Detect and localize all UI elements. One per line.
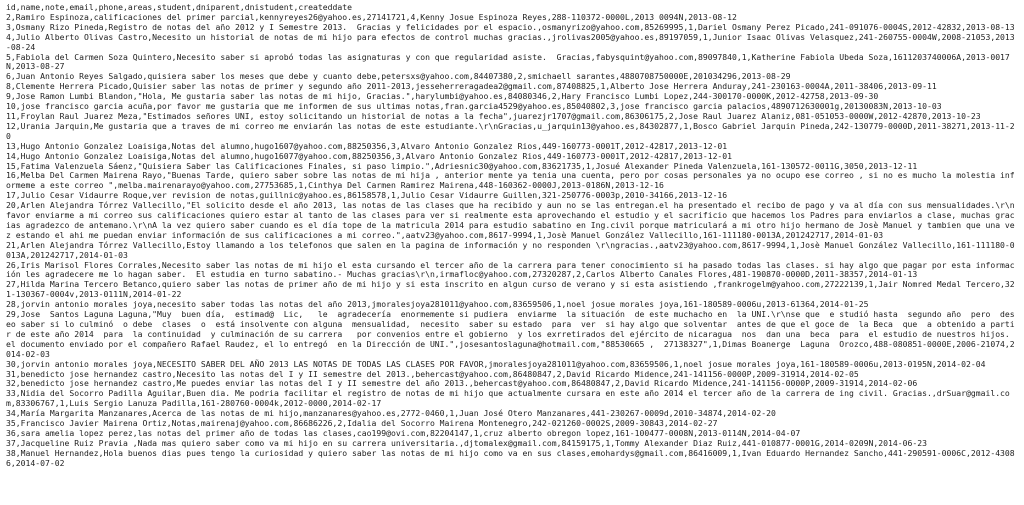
csv-row: 10,jose francisco garcia acuña,por favor me gustaria que me informen de sus ultimas notas,fran.garcia4529@yahoo.es,85040802,3,jose francisco garcia palacios,4890712630001g,20130083N,2013-10-03: [6, 101, 942, 112]
csv-row: 11,Froylan Raul Juarez Meza,"Estimados señores UNI, estoy solicitando un historial de notas a la fecha",juarezjr1707@gmail.com,86306175,2,Jose Raul Juarez Alaniz,081-051053-0000W,2012-42870,2013-10-23: [6, 110, 981, 121]
csv-row: 14,Hugo Antonio Gonzalez Loaisiga,Notas del alumno,hugo16077@yahoo.com,88250356,3,Alvaro Antonio Gonzalez Rios,449-160773-0001T,2012-42817,2013-12-01: [6, 150, 733, 161]
csv-row: 20,Arlen Alejandra Tórrez Vallecillo,"El solicito desde el año 2013, las notas de las clases que ha recibido y aun no se las entregan.el ha presentado el recibo de pago y va al día con sus mensualidades.\r\nfavor enviarme a mi correo sus calificaciones quiero estar al tanto de las clases para ver si realmente esta aprovechando el estudio y el sacrificio que hacemos los Padres para enviarlos a clase, muchas gracias agradezco de antemano.\r\nA la vez quiero saber cuando es el día tope de la matricula 2014 para estudio sabatino en Ing.civil porque matriculará a mi otro hijo hermano de Josè Manuel y tambien que una vez estando el ahi me puedan enviar información de sus calificaciones a mi correo.",aatv23@yahoo.com,8617-9994,1,Josè Manuel González Vallecillo,161-111180-0013A,201242717,2014-01-03: [6, 200, 1015, 240]
csv-row: 4,Julio Alberto Olivas Castro,Necesito un historial de notas de mi hijo para efectos de control muchas gracias.,jrolivas2005@yahoo.es,89197059,1,Junior Isaac Olivas Velasquez,241-260755-0004W,2008-21053,2013-08-24: [6, 31, 1015, 52]
csv-row: 34,María Margarita Manzanares,Acerca de las notas de mi hijo,manzanares@yahoo.es,2772-0460,1,Juan José Otero Manzanares,441-230267-0009d,2010-34874,2014-02-20: [6, 408, 776, 419]
csv-row: 29,Jose Santos Laguna Laguna,"Muy buen día, estimad@ Lic, le agradecería enormemente si pudiera enviarme la situación de este muchacho en la UNI.\r\nse que e studió hasta segundo año pero deseo saber si lo culminó o debe clases o está insolvente con alguna mensualidad, necesito saber su estado para ver si hay algo que solventar antes de que el goce de la Beca que a obtenido a partir de este año 2014 para la continuidad y culminación de su carrera por convenios entre el gobierno y los exrretirados del ejército de nicaragua nos dan una beca para el estudio de nuestros hijos. el documento enviado por el compañero Rafael Raudez, el lo entregó en la Dirección de UNI.",josesantoslaguna@hotmail.com,"88530665 , 27138327",1,Dimas Boanerge Laguna Orozco,488-080851-0000E,2006-21074,2014-02-03: [6, 309, 1015, 359]
csv-row: 38,Manuel Hernandez,Hola buenos dias pues tengo la curiosidad y quiero saber las notas de mi hijo como va en sus clases,emohardys@gmail.com,86416009,1,Ivan Eduardo Hernandez Sancho,441-290591-0006C,2012-43086,2014-07-02: [6, 447, 1015, 468]
csv-row: 37,Jacqueline Ruiz Pravia ,Nada mas quiero saber como va mi hijo en su carrera universitaria.,djtomalex@gmail.com,84159175,1,Tommy Alexander Diaz Ruiz,441-010877-0001G,2014-0209N,2014-06-23: [6, 437, 927, 448]
csv-row: 26,Iris Marisol Flores Corrales,Necesito saber las notas de mi hijo el esta cursando el tercer año de la carrera para tener conocimiento si ha pasado todas las clases. si hay algo que pagar por esta información les agradecere me lo hagan saber. El estudia en turno sabatino.- Muchas gracias\r\n,irmafloc@yahoo.com,27320287,2,Carlos Alberto Canales Flores,481-190870-0000D,2011-38357,2014-01-13: [6, 259, 1015, 280]
csv-row: 32,benedicto jose hernandez castro,Me puedes enviar las notas del I y II semestre del año 2013.,behercast@yahoo.com,86480847,2,David Ricardo Midence,241-141156-0000P,2009-31914,2014-02-06: [6, 378, 918, 389]
csv-row: 27,Hilda Marina Tercero Betanco,quiero saber las notas de primer año de mi hijo y si esta inscrito en algun curso de verano y si esta asistiendo ,frankrogelm@yahoo.com,27222139,1,Jair Nomred Medal Tercero,321-130367-0004v,2013-0111N,2014-01-22: [6, 279, 1015, 300]
csv-row: 30,jorvin antonio morales joya,NECESITO SABER DEL AÑO 2013 LAS NOTAS DE TODAS LAS CLASES POR FAVOR,jmoralesjoya281011@yahoo.com,83659506,1,noel josue morales joya,161-180589-0006u,2013-0195N,2014-02-04: [6, 358, 986, 369]
csv-row: 12,Urania Jarquin,Me gustaria que a traves de mi correo me enviarán las notas de este estudiante.\r\nGracias,u_jarquin13@yahoo.es,84302877,1,Bosco Gabriel Jarquin Pineda,242-130779-0000D,2011-38271,2013-11-20: [6, 120, 1015, 141]
csv-row: 15,Fatima Valenzuela Sáenz,"Quisiera Saber las Calificaciones Finales, si paso limpio.",Adriesnic30@yahoo.com,83621735,1,Josué Alexander Pineda Valenzuela,161-130572-0011G,3050,2013-12-11: [6, 160, 918, 171]
csv-row: 9,Jose Ramon Lumbi Blandon,"Hola, Me gustaria saber las notas de mi hijo, Gracias.",harylumbi@yahoo.es,84080346,2,Hary Francisco Lumbi Lopez,244-300170-0000K,2012-42758,2013-09-30: [6, 91, 879, 102]
csv-row: 31,benedicto jose hernandez castro,Necesito las notas del I y II semestre del 2013.,behercast@yahoo.com,86480847,2,David Ricardo Midence,241-141156-0000P,2009-31914,2014-02-05: [6, 368, 859, 379]
csv-row: 35,Francisco Javier Mairena Ortiz,Notas,mairenaj@yahoo.com,86686226,2,Idalia del Socorro Mairena Montenegro,242-021260-0002S,2009-30843,2014-02-27: [6, 418, 718, 429]
csv-row: 3,Osmany Rizo Pineda,Registro de notas del año 2012 y I Semestre 2013. Gracias y felicidades por el espacio.,osmanyrizo@yahoo.com,85269995,1,Dariel Osmany Perez Picado,241-091076-0004S,2012-42832,2013-08-13: [6, 21, 1015, 32]
csv-row: 5,Fabiola del Carmen Soza Quintero,Necesito saber si aprobó todas las asignaturas y con que regularidad asiste. Gracias,fabysquint@yahoo.com,89097840,1,Katherine Fabiola Ubeda Soza,1611203740006A,2013-0017N,2013-08-27: [6, 51, 1010, 72]
csv-row: 8,Clemente Herrera Picado,Quisier saber las notas de primer y segundo año 2011-2013,jesseherreragadea2@gmail.com,87408825,1,Alberto Jose Herrera Anduray,241-230163-0004A,2011-38406,2013-09-11: [6, 81, 937, 92]
csv-row: 2,Ramiro Espinoza,calificaciones del primer parcial,kennyreyes26@yahoo.es,27141721,4,Kenny Josue Espinoza Reyes,288-110372-0000L,2013 0094N,2013-08-12: [6, 11, 737, 22]
csv-row: 33,Nidia del Socorro Padilla Aguilar,Buen dia. Me podria facilitar el registro de notas de mi hijo que actualmente cursara en este año 2014 el tercer año de la carrera de ing civil. Gracias.,drSuar@gmail.com,83306767,1,Luis Sergio Lanuza Padilla,161-280760-0004k,2012-0000,2014-02-17: [6, 388, 1010, 409]
csv-row: 21,Arlen Alejandra Tórrez Vallecillo,Estoy llamando a los telefonos que salen en la pagina de información y no responden \r\ngracias.,aatv23@yahoo.com,8617-9994,1,Josè Manuel González Vallecillo,161-111180-0013A,201242717,2014-01-03: [6, 239, 1015, 260]
csv-header-row: id,name,note,email,phone,areas,student,dniparent,dnistudent,createddate: [6, 2, 352, 12]
csv-row: 36,sara amelia lopez perez,las notas del primer año de todas las clases,cao199@ovi.com,82204147,1,cruz alberto obregon lopez,161-100477-0008N,2013-0114N,2014-04-07: [6, 427, 801, 438]
csv-row: 6,Juan Antonio Reyes Salgado,quisiera saber los meses que debe y cuanto debe,petersxs@yahoo.com,84407380,2,smichaell sarantes,4880708750000E,201034296,2013-08-29: [6, 71, 791, 82]
csv-row: 13,Hugo Antonio Gonzalez Loaisiga,Notas del alumno,hugo1607@yahoo.com,88250356,3,Alvaro Antonio Gonzalez Rios,449-160773-0001T,2012-42817,2013-12-01: [6, 140, 728, 151]
csv-row: 17,Julio Cesar Vidaurre Roque,ver revision de notas,guillnic@yahoo.es,86158578,1,Julio Cesar Vidaurre Guillen,321-250776-0003p,2010-34166,2013-12-16: [6, 190, 728, 201]
csv-rows: [6, 13, 1018, 469]
csv-row: 16,Melba Del Carmen Mairena Rayo,"Buenas Tarde, quiero saber sobre las notas de mi hija , anterior mente ya tenia una cuenta, pero por cosas personales ya no ocupo ese correo , si no es mucho la molestia informeme a este correo ",melba.mairenarayo@yahoo.com,27753685,1,Cinthya Del Carmen Ramirez Mairena,448-160362-0000J,2013-0186N,2013-12-16: [6, 170, 1015, 191]
csv-row: 28,jorvin antonio morales joya,necesito saber todas las notas del año 2013,jmoralesjoya281011@yahoo.com,83659506,1,noel josue morales joya,161-180589-0006u,2013-61364,2014-01-25: [6, 299, 869, 310]
